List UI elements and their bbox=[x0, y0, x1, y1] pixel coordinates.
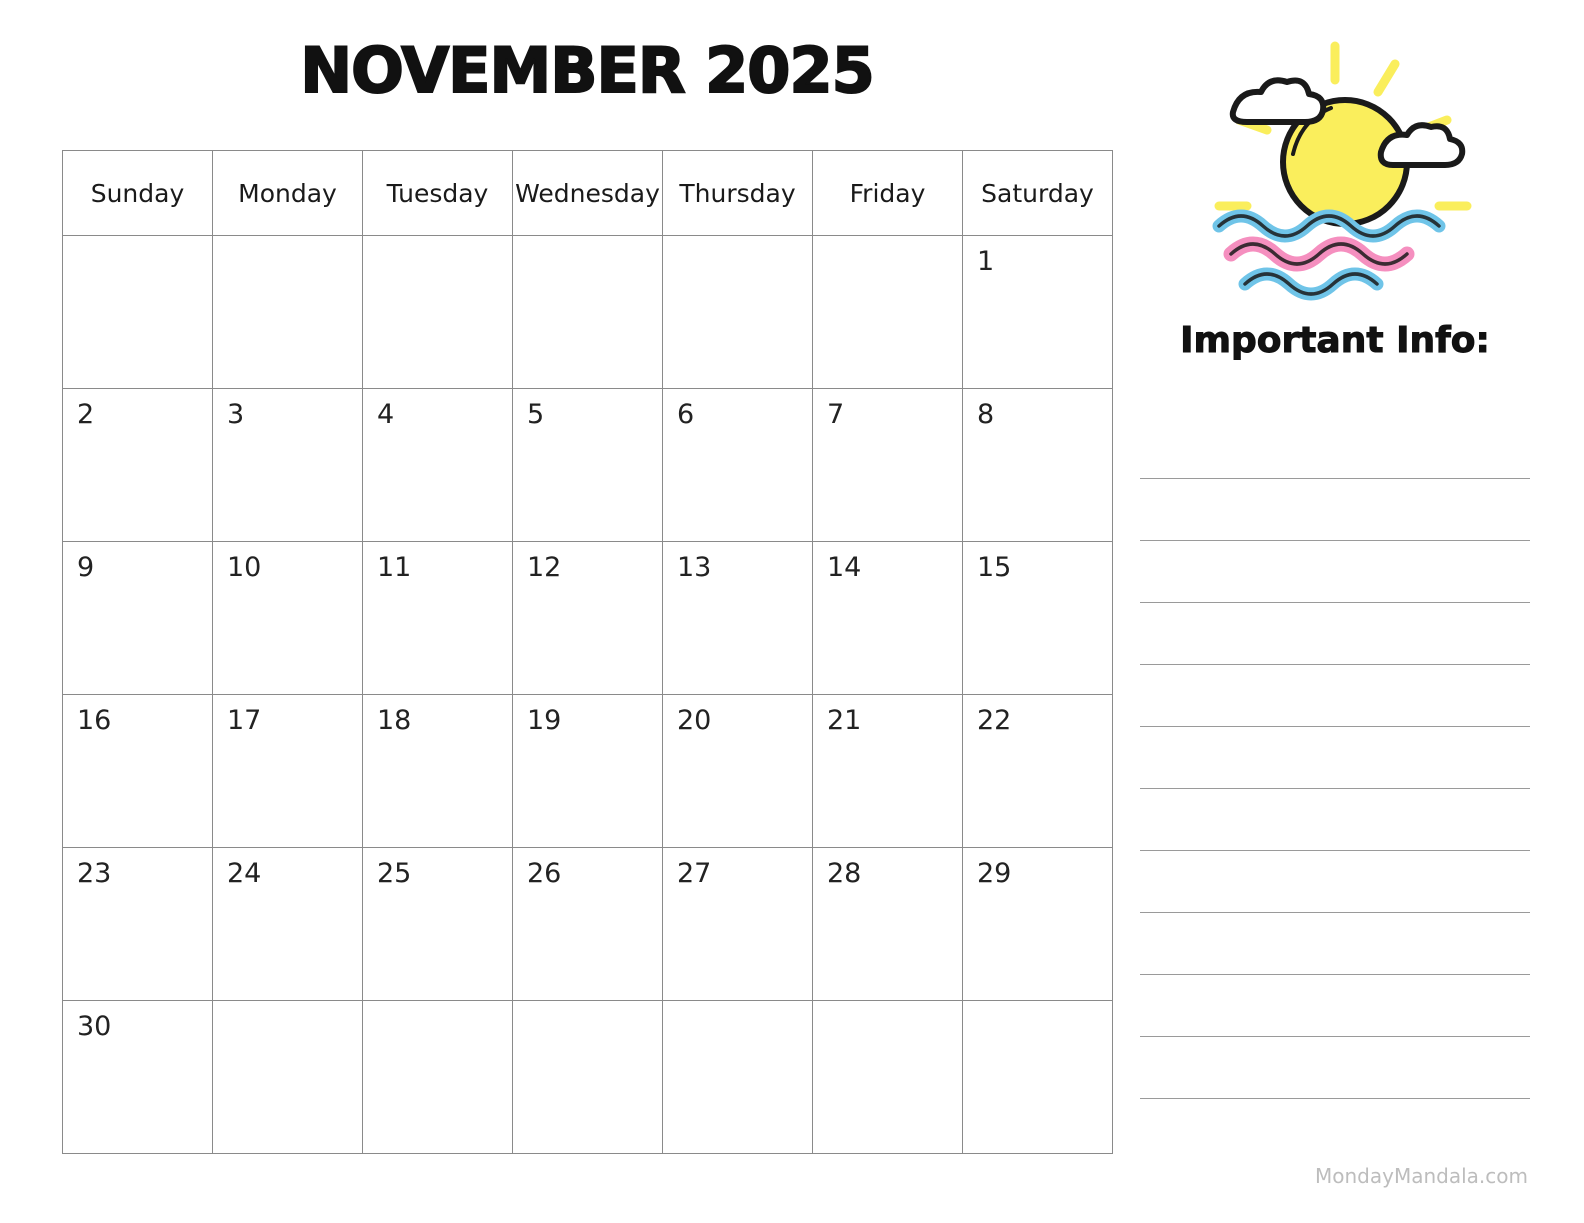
calendar-day-cell[interactable] bbox=[513, 1001, 663, 1154]
important-info-heading: Important Info: bbox=[1180, 320, 1490, 361]
note-line[interactable] bbox=[1140, 541, 1530, 603]
weekday-header-tuesday: Tuesday bbox=[363, 151, 513, 236]
day-number: 19 bbox=[527, 705, 562, 736]
calendar-day-cell[interactable] bbox=[363, 848, 513, 1001]
weekday-header-row bbox=[63, 151, 1113, 236]
calendar-day-cell[interactable] bbox=[363, 1001, 513, 1154]
calendar-day-cell[interactable] bbox=[63, 389, 213, 542]
day-number: 4 bbox=[377, 399, 395, 430]
calendar-day-cell[interactable] bbox=[963, 695, 1113, 848]
weekday-header-wednesday: Wednesday bbox=[513, 151, 663, 236]
calendar-day-cell[interactable] bbox=[213, 695, 363, 848]
day-number bbox=[963, 1001, 1112, 1013]
note-line[interactable] bbox=[1140, 975, 1530, 1037]
day-number: 1 bbox=[977, 246, 995, 277]
weekday-header-thursday: Thursday bbox=[663, 151, 813, 236]
calendar-day-cell[interactable] bbox=[513, 848, 663, 1001]
calendar-day-cell[interactable] bbox=[63, 1001, 213, 1154]
calendar-day-cell[interactable] bbox=[963, 1001, 1113, 1154]
calendar-day-cell[interactable] bbox=[813, 542, 963, 695]
calendar-day-cell[interactable] bbox=[663, 389, 813, 542]
calendar-day-cell[interactable] bbox=[513, 695, 663, 848]
day-number: 29 bbox=[977, 858, 1012, 889]
day-number bbox=[813, 236, 962, 248]
calendar-day-cell[interactable] bbox=[513, 542, 663, 695]
calendar-day-cell[interactable] bbox=[813, 1001, 963, 1154]
calendar-day-cell[interactable] bbox=[213, 542, 363, 695]
calendar-day-cell[interactable] bbox=[63, 236, 213, 389]
calendar-week-row bbox=[63, 848, 1113, 1001]
note-line[interactable] bbox=[1140, 789, 1530, 851]
day-number: 14 bbox=[827, 552, 862, 583]
day-number: 26 bbox=[527, 858, 562, 889]
day-number bbox=[813, 1001, 962, 1013]
note-line[interactable] bbox=[1140, 851, 1530, 913]
note-line[interactable] bbox=[1140, 913, 1530, 975]
calendar-day-cell[interactable] bbox=[813, 389, 963, 542]
weekday-header-sunday: Sunday bbox=[63, 151, 213, 236]
day-number bbox=[513, 1001, 662, 1013]
calendar-week-row bbox=[63, 695, 1113, 848]
sun-over-waves-illustration bbox=[1185, 34, 1485, 314]
calendar-day-cell[interactable] bbox=[213, 389, 363, 542]
day-number: 2 bbox=[77, 399, 95, 430]
note-line[interactable] bbox=[1140, 665, 1530, 727]
calendar-day-cell[interactable] bbox=[963, 848, 1113, 1001]
calendar-day-cell[interactable] bbox=[513, 236, 663, 389]
calendar-week-row bbox=[63, 236, 1113, 389]
day-number: 16 bbox=[77, 705, 112, 736]
calendar-day-cell[interactable] bbox=[513, 389, 663, 542]
day-number: 17 bbox=[227, 705, 262, 736]
weekday-header-monday: Monday bbox=[213, 151, 363, 236]
weekday-header-friday: Friday bbox=[813, 151, 963, 236]
page-title: NOVEMBER 2025 bbox=[300, 34, 874, 107]
day-number bbox=[363, 1001, 512, 1013]
calendar-day-cell[interactable] bbox=[813, 848, 963, 1001]
day-number: 18 bbox=[377, 705, 412, 736]
day-number bbox=[213, 236, 362, 248]
calendar-day-cell[interactable] bbox=[363, 236, 513, 389]
note-line[interactable] bbox=[1140, 727, 1530, 789]
day-number bbox=[663, 236, 812, 248]
calendar-day-cell[interactable] bbox=[663, 695, 813, 848]
calendar-day-cell[interactable] bbox=[213, 236, 363, 389]
note-line[interactable] bbox=[1140, 1037, 1530, 1099]
calendar-day-cell[interactable] bbox=[813, 236, 963, 389]
day-number: 15 bbox=[977, 552, 1012, 583]
day-number: 27 bbox=[677, 858, 712, 889]
day-number bbox=[63, 236, 212, 248]
day-number: 5 bbox=[527, 399, 545, 430]
day-number bbox=[513, 236, 662, 248]
day-number: 6 bbox=[677, 399, 695, 430]
calendar-day-cell[interactable] bbox=[813, 695, 963, 848]
day-number: 8 bbox=[977, 399, 995, 430]
day-number: 28 bbox=[827, 858, 862, 889]
day-number: 13 bbox=[677, 552, 712, 583]
calendar-day-cell[interactable] bbox=[663, 1001, 813, 1154]
day-number: 22 bbox=[977, 705, 1012, 736]
calendar-day-cell[interactable] bbox=[963, 236, 1113, 389]
day-number: 23 bbox=[77, 858, 112, 889]
day-number: 24 bbox=[227, 858, 262, 889]
day-number: 10 bbox=[227, 552, 262, 583]
day-number: 20 bbox=[677, 705, 712, 736]
calendar-day-cell[interactable] bbox=[63, 848, 213, 1001]
day-number: 9 bbox=[77, 552, 95, 583]
day-number: 7 bbox=[827, 399, 845, 430]
calendar-day-cell[interactable] bbox=[213, 1001, 363, 1154]
day-number bbox=[213, 1001, 362, 1013]
calendar-day-cell[interactable] bbox=[663, 542, 813, 695]
day-number: 21 bbox=[827, 705, 862, 736]
day-number bbox=[663, 1001, 812, 1013]
note-line[interactable] bbox=[1140, 417, 1530, 479]
day-number: 25 bbox=[377, 858, 412, 889]
calendar-week-row bbox=[63, 389, 1113, 542]
day-number: 11 bbox=[377, 552, 412, 583]
calendar-day-cell[interactable] bbox=[63, 542, 213, 695]
calendar-day-cell[interactable] bbox=[213, 848, 363, 1001]
day-number: 30 bbox=[77, 1011, 112, 1042]
note-lines bbox=[1140, 417, 1530, 1099]
calendar-week-row bbox=[63, 1001, 1113, 1154]
calendar-week-row bbox=[63, 542, 1113, 695]
day-number bbox=[363, 236, 512, 248]
calendar-day-cell[interactable] bbox=[63, 695, 213, 848]
day-number: 12 bbox=[527, 552, 562, 583]
calendar-grid bbox=[62, 150, 1113, 1154]
calendar-day-cell[interactable] bbox=[963, 389, 1113, 542]
note-line[interactable] bbox=[1140, 603, 1530, 665]
calendar-day-cell[interactable] bbox=[363, 389, 513, 542]
day-number: 3 bbox=[227, 399, 245, 430]
weekday-header-saturday: Saturday bbox=[963, 151, 1113, 236]
calendar-day-cell[interactable] bbox=[363, 695, 513, 848]
calendar-day-cell[interactable] bbox=[663, 848, 813, 1001]
note-line[interactable] bbox=[1140, 479, 1530, 541]
calendar-day-cell[interactable] bbox=[663, 236, 813, 389]
watermark: MondayMandala.com bbox=[1315, 1164, 1528, 1188]
calendar-day-cell[interactable] bbox=[963, 542, 1113, 695]
sidebar bbox=[1140, 34, 1530, 1194]
calendar-day-cell[interactable] bbox=[363, 542, 513, 695]
